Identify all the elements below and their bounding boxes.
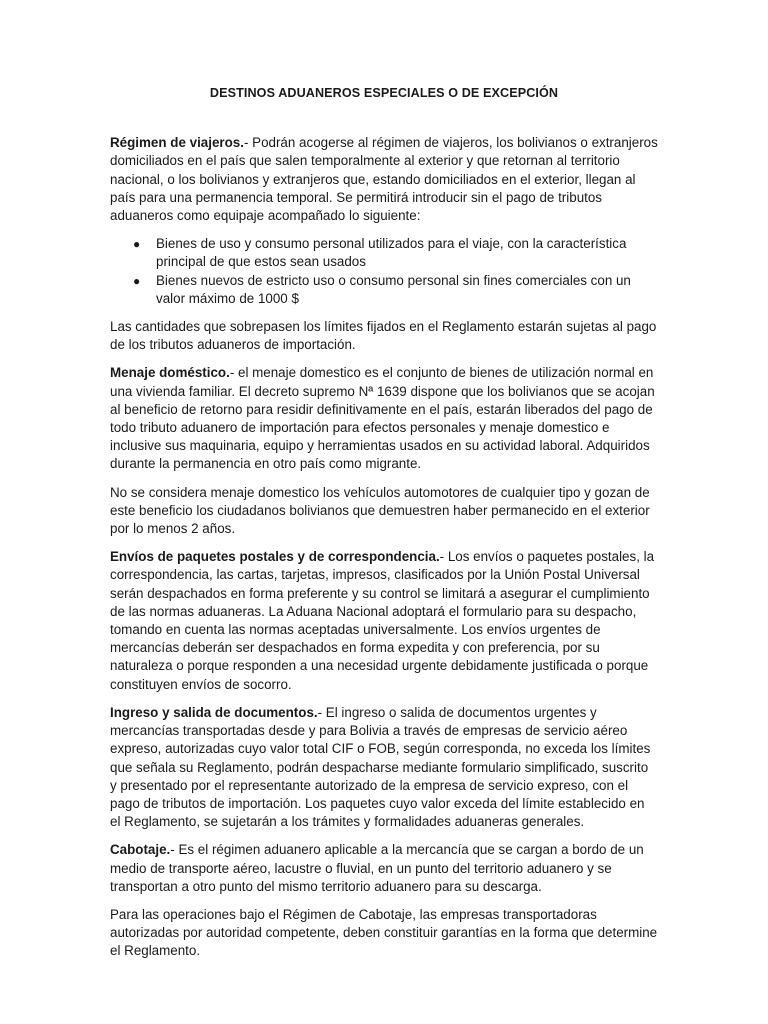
text-viajeros: - Podrán acogerse al régimen de viajeros, los bolivianos o extranjeros domiciliados en el país que salen temporalmente al exterior y que retornan al territorio nacional, o los bolivianos y extranjeros que, estando domiciliados en el exterior, llegan al país para una permanencia temporal. Se permitirá introducir sin el pago de tributos aduaneros como equipaje acompañado lo siguiente: <box>110 135 658 224</box>
list-item <box>110 235 658 271</box>
heading-documentos: Ingreso y salida de documentos. <box>110 704 318 720</box>
paragraph-cabotaje-final: Para las operaciones bajo el Régimen de Cabotaje, las empresas transportadoras autorizadas por autoridad competente, deben constituir garantías en la forma que determine el Reglamento. <box>110 906 658 959</box>
document-page <box>110 84 658 971</box>
text-documentos: - El ingreso o salida de documentos urgentes y mercancías transportadas desde y para Bolivia a través de empresas de servicio aéreo expreso, autorizadas cuyo valor total CIF o FOB, según corresponda, no exceda los límites que señala su Reglamento, podrán despacharse mediante formulario simplificado, suscrito y presentado por el representante autorizado de la empresa de servicio expreso, con el pago de tributos de importación. Los paquetes cuyo valor exceda del límite establecido en el Reglamento, se sujetarán a los trámites y formalidades aduaneras generales. <box>110 704 651 830</box>
paragraph-cabotaje <box>110 841 658 896</box>
paragraph-documentos <box>110 704 658 831</box>
bullet-icon: ● <box>133 273 141 288</box>
heading-menaje: Menaje doméstico. <box>110 365 230 381</box>
paragraph-vehiculos: No se considera menaje domestico los vehículos automotores de cualquier tipo y gozan de este beneficio los ciudadanos bolivianos que demuestren haber permanecido en el exterior por lo menos 2 años. <box>110 484 650 537</box>
heading-cabotaje: Cabotaje. <box>110 842 171 858</box>
heading-viajeros: Régimen de viajeros. <box>110 135 244 151</box>
list-item <box>110 272 658 308</box>
text-cabotaje: - Es el régimen aduanero aplicable a la mercancía que se cargan a bordo de un medio de transporte aéreo, lacustre o fluvial, en un punto del territorio aduanero y se transportan a otro punto del mismo territorio aduanero para su descarga. <box>110 842 644 894</box>
list-item-text: Bienes de uso y consumo personal utilizados para el viaje, con la característica principal de que estos sean usados <box>156 236 627 270</box>
paragraph-limites: Las cantidades que sobrepasen los límites fijados en el Reglamento estarán sujetas al pago de los tributos aduaneros de importación. <box>110 319 657 353</box>
text-envios: - Los envíos o paquetes postales, la correspondencia, las cartas, tarjetas, impresos, clasificados por la Unión Postal Universal serán despachados en forma preferente y su control se limitará a asegurar el cumplimiento de las normas aduaneras. La Aduana Nacional adoptará el formulario para su despacho, tomando en cuenta las normas aceptadas universalmente. Los envíos urgentes de mercancías deberán ser despachados en forma expedita y con preferencia, por su naturaleza o porque responden a una necesidad urgente debidamente justificada o porque constituyen envíos de socorro. <box>110 549 655 692</box>
document-title: DESTINOS ADUANEROS ESPECIALES O DE EXCEPCIÓN <box>209 86 559 100</box>
list-item-text: Bienes nuevos de estricto uso o consumo personal sin fines comerciales con un valor máximo de 1000 $ <box>156 272 631 306</box>
heading-envios: Envíos de paquetes postales y de correspondencia. <box>110 549 440 565</box>
text-menaje: - el menaje domestico es el conjunto de bienes de utilización normal en una vivienda familiar. El decreto supremo Nª 1639 dispone que los bolivianos que se acojan al beneficio de retorno para residir definitivamente en el país, estarán liberados del pago de todo tributo aduanero de importación para efectos personales y menaje domestico e inclusive sus maquinaria, equipo y herramientas usados en su actividad laboral. Adquiridos durante la permanencia en otro país como migrante. <box>110 365 655 472</box>
bullet-list <box>110 235 658 308</box>
paragraph-viajeros <box>110 134 658 225</box>
paragraph-envios <box>110 548 658 694</box>
bullet-icon: ● <box>133 237 141 252</box>
paragraph-menaje <box>110 364 658 473</box>
